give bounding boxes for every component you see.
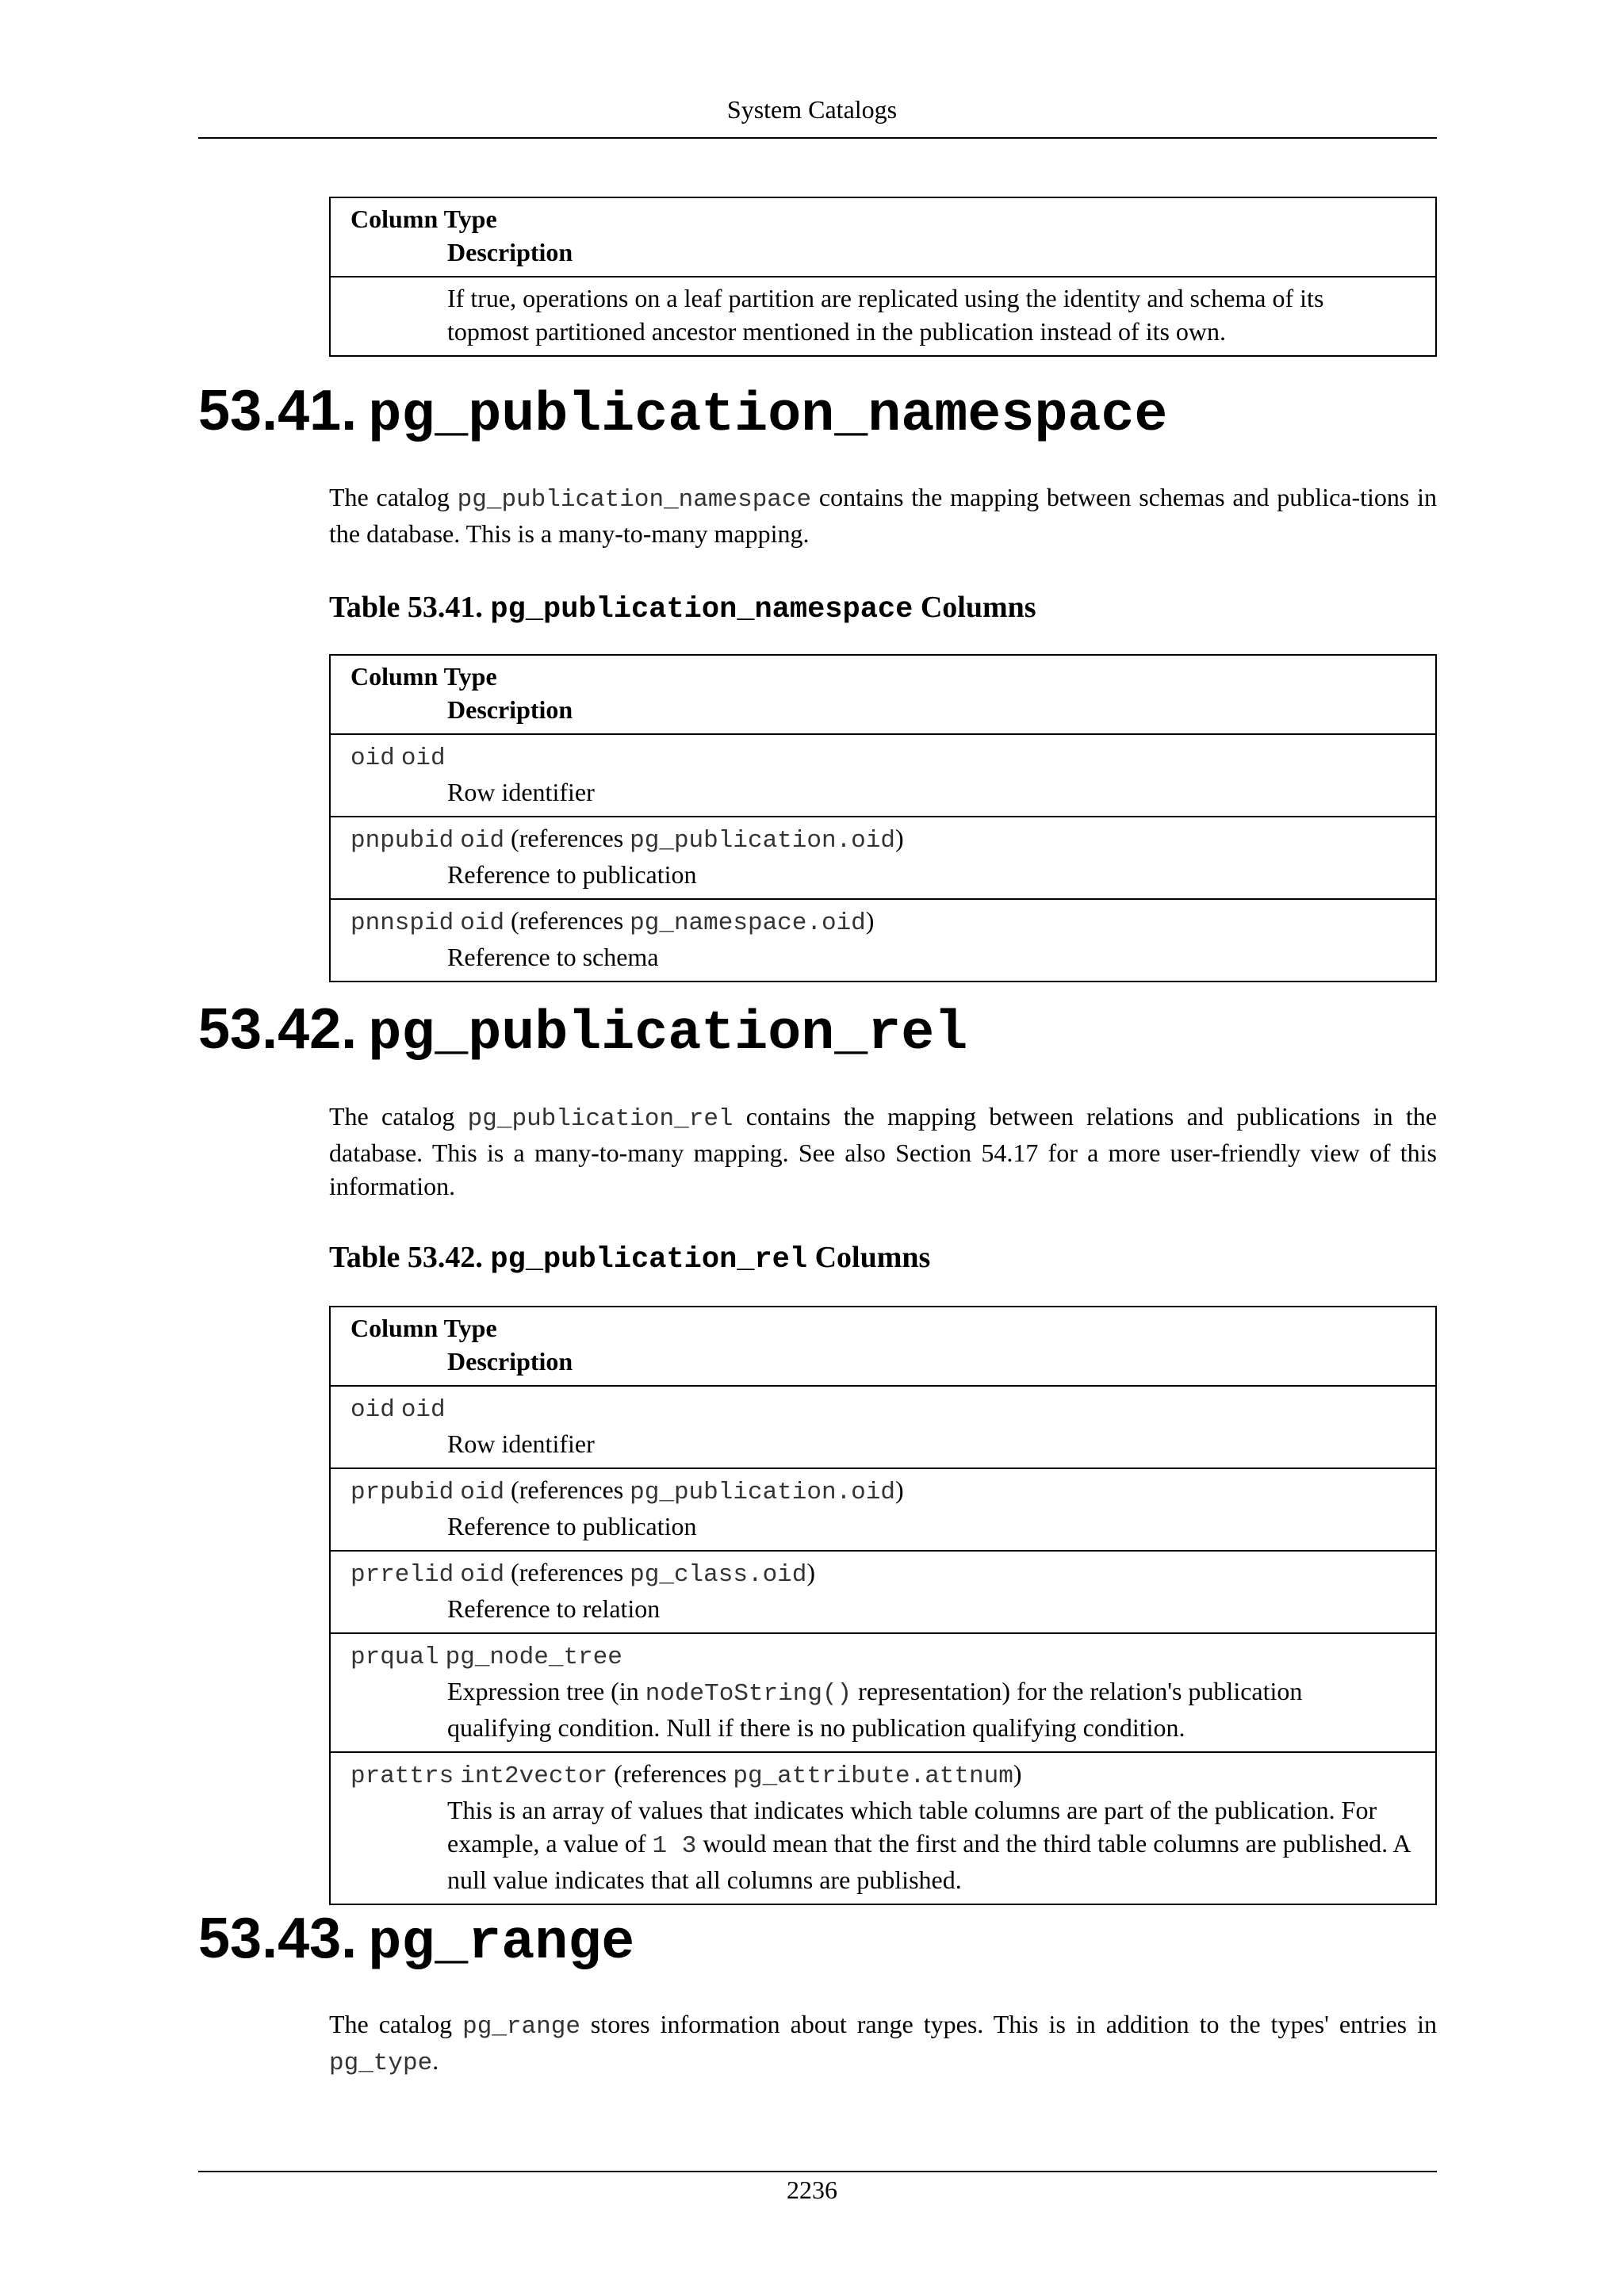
table-header-row: [331, 1307, 1435, 1385]
header-rule: [198, 137, 1437, 139]
continued-table: [329, 197, 1437, 357]
table-row: [331, 1751, 1435, 1904]
references-close: ): [895, 824, 904, 852]
table-row: [331, 1632, 1435, 1751]
column-type: oid: [400, 744, 446, 772]
references-text: (references: [504, 1475, 630, 1504]
column-definition: [350, 904, 1435, 940]
references-close: ): [895, 1475, 904, 1504]
reference-target: pg_publication.oid: [630, 827, 895, 855]
references-close: ): [865, 906, 875, 935]
inline-code: pg_type: [329, 2049, 433, 2077]
references-text: (references: [607, 1759, 733, 1788]
column-name: pnnspid: [350, 909, 454, 937]
reference-target: pg_namespace.oid: [630, 909, 866, 937]
description-text: representation) for the relation's publication qualifying condition. Null if there is no publication qualifying condition.: [447, 1677, 1303, 1742]
references-text: (references: [504, 824, 630, 852]
footer-rule: [198, 2171, 1437, 2172]
para-text: stores information about range types. This is in addition to the types' entries in: [580, 2010, 1438, 2038]
section-number: 53.42.: [198, 997, 358, 1061]
row-description: If true, operations on a leaf partition are replicated using the identity and schema of its topmost partitioned ancestor mentioned in the publication instead of its own.: [447, 284, 1324, 346]
row-description: Reference to publication: [447, 860, 697, 889]
references-close: ): [1013, 1759, 1022, 1788]
pg-publication-namespace-table: [329, 654, 1437, 982]
inline-code: nodeToString(): [645, 1680, 852, 1708]
pg-publication-rel-table: [329, 1306, 1437, 1905]
row-description: [350, 1674, 1435, 1744]
table-row: [331, 733, 1435, 816]
column-type-heading: Column Type: [350, 662, 497, 691]
para-text: The catalog: [329, 1102, 468, 1131]
para-text: The catalog: [329, 483, 458, 511]
table-row: [331, 1385, 1435, 1468]
table-title-prefix: Table 53.42.: [329, 1241, 491, 1274]
column-type: oid: [460, 1479, 505, 1506]
table-title-suffix: Columns: [807, 1241, 931, 1274]
section-heading-53-43: [198, 1907, 634, 1986]
column-type: oid: [460, 909, 505, 937]
row-description: Reference to publication: [447, 1512, 697, 1540]
description-heading: Description: [447, 695, 573, 724]
para-text: contains the mapping between schemas and publica-tions in the database. This is a many-to-many mapping.: [329, 483, 1438, 548]
table-header-row: [331, 198, 1435, 276]
row-description: Row identifier: [447, 778, 595, 806]
description-heading: Description: [447, 1347, 573, 1376]
table-title: [329, 588, 1036, 629]
table-row: [331, 898, 1435, 981]
running-header: System Catalogs: [726, 95, 898, 124]
table-title-prefix: Table 53.41.: [329, 591, 491, 624]
section-paragraph: [329, 480, 1437, 550]
description-text: This is an array of values that indicates which table columns are part of the publication. For example, a value of: [447, 1796, 1384, 1858]
section-paragraph: [329, 1100, 1437, 1203]
column-name: oid: [350, 744, 395, 772]
column-name: prpubid: [350, 1479, 454, 1506]
table-row: [331, 1550, 1435, 1632]
row-description: Row identifier: [447, 1429, 595, 1458]
reference-target: pg_publication.oid: [630, 1479, 895, 1506]
description-text: would mean that the first and the third table columns are published. A null value indicates that all columns are published.: [447, 1829, 1416, 1894]
table-title-suffix: Columns: [913, 591, 1036, 624]
column-definition: [350, 1556, 1435, 1592]
table-title: [329, 1238, 930, 1279]
references-text: (references: [504, 1558, 630, 1586]
row-description: Reference to schema: [447, 943, 659, 971]
table-title-code: pg_publication_namespace: [490, 593, 914, 626]
column-name: prrelid: [350, 1561, 454, 1589]
reference-target: pg_class.oid: [630, 1561, 807, 1589]
table-header-row: [331, 656, 1435, 733]
column-definition: [350, 1757, 1435, 1793]
references-close: ): [806, 1558, 816, 1586]
column-name: prattrs: [350, 1762, 454, 1790]
section-number: 53.41.: [198, 379, 358, 442]
section-name: pg_publication_rel: [368, 1003, 968, 1066]
reference-target: pg_attribute.attnum: [733, 1762, 1013, 1790]
column-definition: [350, 739, 1435, 775]
column-name: prqual: [350, 1644, 439, 1671]
row-description: [350, 1793, 1435, 1896]
column-definition: [350, 821, 1435, 858]
table-row: [331, 276, 1435, 355]
inline-code: pg_publication_rel: [467, 1105, 733, 1133]
column-type-heading: Column Type: [350, 205, 497, 233]
section-paragraph: [329, 2007, 1437, 2080]
table-title-code: pg_publication_rel: [490, 1243, 808, 1276]
inline-code: 1 3: [652, 1832, 697, 1860]
column-type: oid: [460, 827, 505, 855]
column-definition: [350, 1391, 1435, 1427]
para-text: .: [432, 2046, 439, 2075]
column-type: pg_node_tree: [445, 1644, 622, 1671]
references-text: (references: [504, 906, 630, 935]
column-type-heading: Column Type: [350, 1314, 497, 1342]
description-text: Expression tree (in: [447, 1677, 645, 1705]
table-row: [331, 816, 1435, 898]
section-heading-53-41: [198, 379, 1167, 458]
column-name: oid: [350, 1396, 395, 1424]
para-text: contains the mapping between relations and publications in the database. This is a many-to-many mapping. See also Section 54.17 for a more user-friendly view of this information.: [329, 1102, 1438, 1200]
section-name: pg_range: [368, 1912, 635, 1975]
inline-code: pg_range: [462, 2013, 580, 2041]
inline-code: pg_publication_namespace: [457, 486, 812, 514]
page-number: 2236: [787, 2175, 837, 2204]
table-row: [331, 1468, 1435, 1550]
description-heading: Description: [447, 238, 573, 266]
row-description: Reference to relation: [447, 1594, 661, 1623]
column-definition: [350, 1473, 1435, 1510]
column-type: oid: [460, 1561, 505, 1589]
section-name: pg_publication_namespace: [368, 385, 1168, 447]
column-type: int2vector: [460, 1762, 608, 1790]
column-definition: [350, 1638, 1435, 1674]
column-type: oid: [400, 1396, 446, 1424]
para-text: The catalog: [329, 2010, 463, 2038]
section-heading-53-42: [198, 997, 967, 1077]
section-number: 53.43.: [198, 1907, 358, 1970]
column-name: pnpubid: [350, 827, 454, 855]
